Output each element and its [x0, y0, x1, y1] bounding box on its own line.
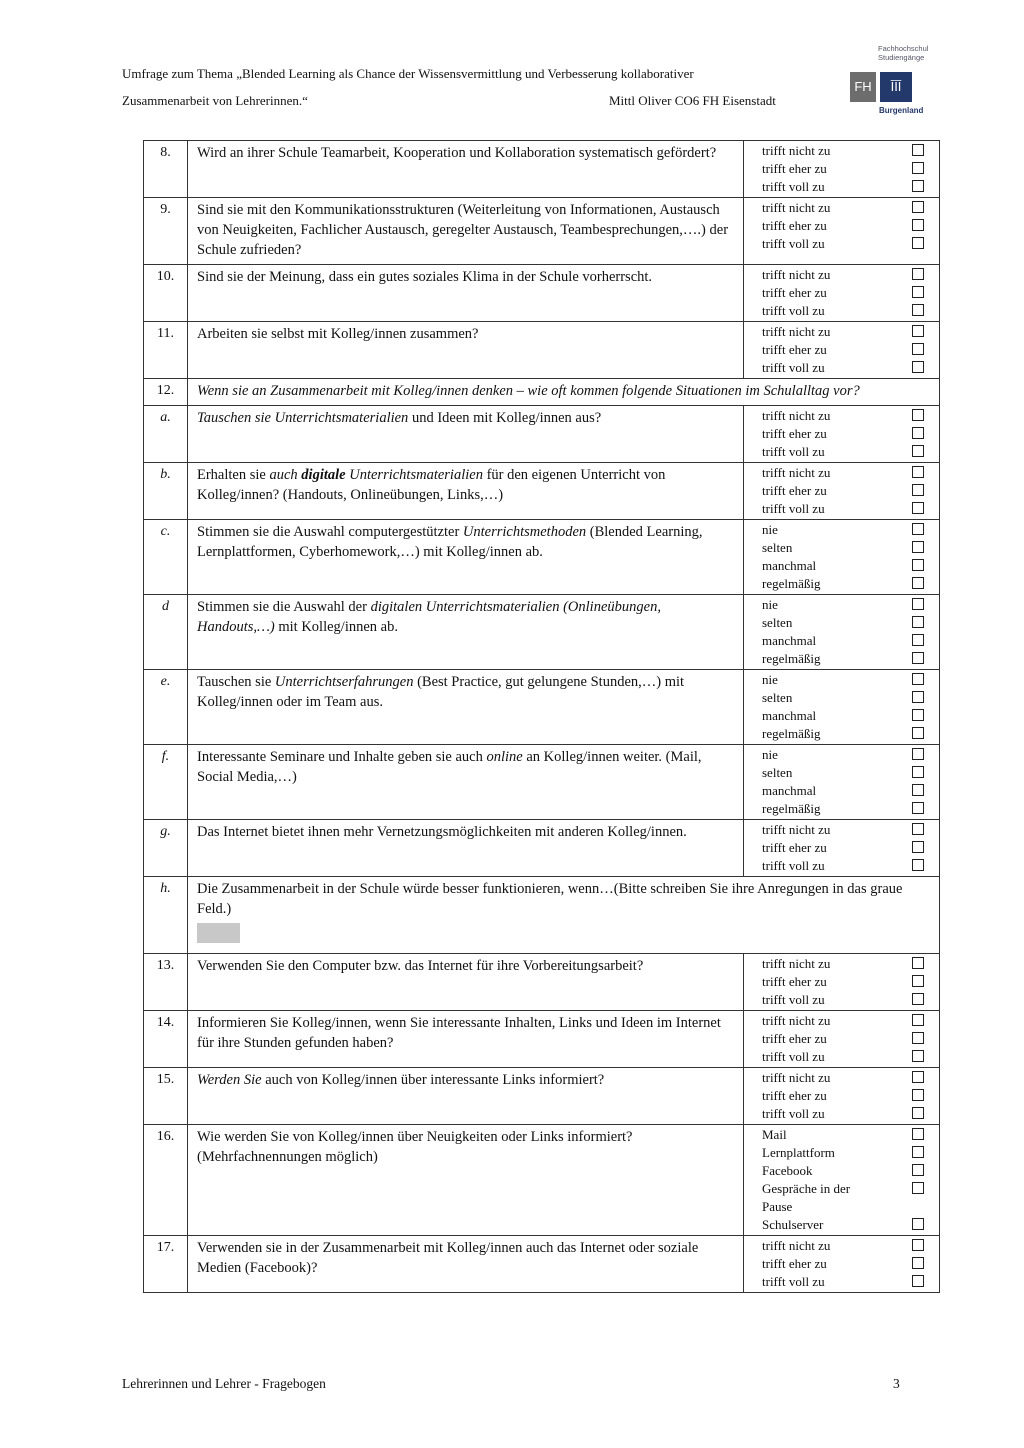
question-text: Die Zusammenarbeit in der Schule würde besser funktionieren, wenn…(Bitte schreiben Sie ihre Anregungen in das graue Feld.) [197, 881, 903, 917]
option-trifft-eher-zu[interactable]: trifft eher zu [744, 217, 939, 235]
question-number: b. [144, 463, 188, 520]
question-text: Interessante Seminare und Inhalte geben sie auch online an Kolleg/innen weiter. (Mail, Social Media,…) [188, 745, 744, 820]
question-text: Informieren Sie Kolleg/innen, wenn Sie interessante Inhalten, Links und Ideen im Internet für ihre Stunden gefunden haben? [188, 1011, 744, 1068]
answer-options [744, 463, 940, 520]
checkbox[interactable] [912, 541, 924, 553]
answer-options [744, 520, 940, 595]
question-number: c. [144, 520, 188, 595]
checkbox[interactable] [912, 1107, 924, 1119]
option-nie[interactable]: nie [744, 596, 939, 614]
question-row-f [144, 745, 940, 820]
checkbox[interactable] [912, 1050, 924, 1062]
option-trifft-eher-zu[interactable]: trifft eher zu [744, 160, 939, 178]
gray-text-field[interactable] [197, 923, 240, 943]
answer-options [744, 1236, 940, 1293]
option-trifft-eher-zu[interactable]: trifft eher zu [744, 1087, 939, 1105]
checkbox[interactable] [912, 616, 924, 628]
checkbox[interactable] [912, 577, 924, 589]
question-number: a. [144, 406, 188, 463]
checkbox[interactable] [912, 1032, 924, 1044]
checkbox[interactable] [912, 841, 924, 853]
header-title-line1: Umfrage zum Thema „Blended Learning als Chance der Wissensvermittlung und Verbesserung kollaborativer [122, 66, 694, 81]
question-number: 13. [144, 954, 188, 1011]
question-row-10 [144, 265, 940, 322]
option-trifft-voll-zu[interactable]: trifft voll zu [744, 1273, 939, 1291]
checkbox[interactable] [912, 1128, 924, 1140]
header-author: Mittl Oliver CO6 FH Eisenstadt [609, 93, 776, 108]
option-trifft-voll-zu[interactable]: trifft voll zu [744, 178, 939, 196]
logo-mark-left: FH [850, 72, 876, 102]
checkbox[interactable] [912, 802, 924, 814]
question-number: 11. [144, 322, 188, 379]
answer-options [744, 820, 940, 877]
section-intro-text: Wenn sie an Zusammenarbeit mit Kolleg/innen denken – wie oft kommen folgende Situationen im Schulalltag vor? [188, 379, 940, 406]
answer-options [744, 1011, 940, 1068]
checkbox[interactable] [912, 466, 924, 478]
option-trifft-nicht-zu[interactable]: trifft nicht zu [744, 955, 939, 973]
institution-logo [850, 40, 930, 120]
checkbox[interactable] [912, 1182, 924, 1194]
option-trifft-voll-zu[interactable]: trifft voll zu [744, 1105, 939, 1123]
answer-options [744, 322, 940, 379]
question-row-17 [144, 1236, 940, 1293]
option-regelmaessig[interactable]: regelmäßig [744, 575, 939, 593]
checkbox[interactable] [912, 1071, 924, 1083]
question-text: Arbeiten sie selbst mit Kolleg/innen zusammen? [188, 322, 744, 379]
question-text: Sind sie der Meinung, dass ein gutes soziales Klima in der Schule vorherrscht. [188, 265, 744, 322]
checkbox[interactable] [912, 325, 924, 337]
option-mail[interactable]: Mail [744, 1126, 939, 1144]
option-schulserver[interactable]: Schulserver [744, 1216, 939, 1234]
option-trifft-nicht-zu[interactable]: trifft nicht zu [744, 142, 939, 160]
option-manchmal[interactable]: manchmal [744, 557, 939, 575]
checkbox[interactable] [912, 162, 924, 174]
answer-options [744, 406, 940, 463]
option-manchmal[interactable]: manchmal [744, 707, 939, 725]
checkbox[interactable] [912, 1257, 924, 1269]
question-row-11 [144, 322, 940, 379]
option-trifft-nicht-zu[interactable]: trifft nicht zu [744, 1012, 939, 1030]
option-trifft-nicht-zu[interactable]: trifft nicht zu [744, 199, 939, 217]
checkbox[interactable] [912, 652, 924, 664]
checkbox[interactable] [912, 237, 924, 249]
option-trifft-eher-zu[interactable]: trifft eher zu [744, 341, 939, 359]
question-text: Sind sie mit den Kommunikationsstrukturen (Weiterleitung von Informationen, Austausch von Neuigkeiten, Fachlicher Austausch, geregelter Austausch, Teambesprechungen,….) der Schule zufrieden? [188, 198, 744, 265]
checkbox[interactable] [912, 766, 924, 778]
question-text: Erhalten sie auch digitale Unterrichtsmaterialien für den eigenen Unterricht von Kolleg/innen? (Handouts, Onlineübungen, Links,…) [188, 463, 744, 520]
checkbox[interactable] [912, 823, 924, 835]
question-text: Wie werden Sie von Kolleg/innen über Neuigkeiten oder Links informiert? (Mehrfachnennungen möglich) [188, 1125, 744, 1236]
option-trifft-voll-zu[interactable]: trifft voll zu [744, 359, 939, 377]
checkbox[interactable] [912, 598, 924, 610]
option-trifft-voll-zu[interactable]: trifft voll zu [744, 1048, 939, 1066]
checkbox[interactable] [912, 286, 924, 298]
question-number: 12. [144, 379, 188, 406]
question-number: 14. [144, 1011, 188, 1068]
checkbox[interactable] [912, 1146, 924, 1158]
option-facebook[interactable]: Facebook [744, 1162, 939, 1180]
answer-options [744, 670, 940, 745]
question-text: Tauschen sie Unterrichtsmaterialien und Ideen mit Kolleg/innen aus? [188, 406, 744, 463]
option-gespraeche[interactable]: Gespräche in der [744, 1180, 939, 1198]
checkbox[interactable] [912, 1239, 924, 1251]
option-selten[interactable]: selten [744, 689, 939, 707]
checkbox[interactable] [912, 1218, 924, 1230]
option-trifft-voll-zu[interactable]: trifft voll zu [744, 500, 939, 518]
checkbox[interactable] [912, 859, 924, 871]
answer-options [744, 141, 940, 198]
checkbox[interactable] [912, 727, 924, 739]
logo-region: Burgenland [879, 106, 924, 115]
question-number: 9. [144, 198, 188, 265]
checkbox[interactable] [912, 180, 924, 192]
option-nie[interactable]: nie [744, 671, 939, 689]
option-trifft-eher-zu[interactable]: trifft eher zu [744, 482, 939, 500]
answer-options [744, 954, 940, 1011]
header-title-line2: Zusammenarbeit von Lehrerinnen.“ [122, 93, 308, 108]
question-row-14 [144, 1011, 940, 1068]
answer-options [744, 1125, 940, 1236]
option-regelmaessig[interactable]: regelmäßig [744, 725, 939, 743]
question-number: 15. [144, 1068, 188, 1125]
option-regelmaessig[interactable]: regelmäßig [744, 800, 939, 818]
question-number: e. [144, 670, 188, 745]
question-row-c [144, 520, 940, 595]
question-number: 17. [144, 1236, 188, 1293]
checkbox[interactable] [912, 691, 924, 703]
checkbox[interactable] [912, 1164, 924, 1176]
checkbox[interactable] [912, 709, 924, 721]
option-trifft-nicht-zu[interactable]: trifft nicht zu [744, 1069, 939, 1087]
question-number: g. [144, 820, 188, 877]
question-row-8 [144, 141, 940, 198]
question-row-e [144, 670, 940, 745]
option-trifft-eher-zu[interactable]: trifft eher zu [744, 425, 939, 443]
option-trifft-eher-zu[interactable]: trifft eher zu [744, 973, 939, 991]
question-row-g [144, 820, 940, 877]
checkbox[interactable] [912, 784, 924, 796]
question-text: Wird an ihrer Schule Teamarbeit, Kooperation und Kollaboration systematisch gefördert? [188, 141, 744, 198]
option-manchmal[interactable]: manchmal [744, 632, 939, 650]
checkbox[interactable] [912, 1089, 924, 1101]
question-number: h. [144, 877, 188, 954]
checkbox[interactable] [912, 268, 924, 280]
checkbox[interactable] [912, 361, 924, 373]
option-gespraeche-cont: Pause [762, 1199, 793, 1214]
checkbox[interactable] [912, 484, 924, 496]
questionnaire-table [143, 140, 940, 1293]
question-number: 10. [144, 265, 188, 322]
option-nie[interactable]: nie [744, 521, 939, 539]
logo-mark-right: ĪĪĪ [880, 72, 912, 102]
question-row-9 [144, 198, 940, 265]
option-trifft-nicht-zu[interactable]: trifft nicht zu [744, 1237, 939, 1255]
checkbox[interactable] [912, 219, 924, 231]
question-row-16 [144, 1125, 940, 1236]
question-text: Stimmen sie die Auswahl computergestützter Unterrichtsmethoden (Blended Learning, Lernplattformen, Cyberhomework,…) mit Kolleg/innen ab. [188, 520, 744, 595]
option-trifft-voll-zu[interactable]: trifft voll zu [744, 235, 939, 253]
checkbox[interactable] [912, 673, 924, 685]
answer-options [744, 1068, 940, 1125]
option-selten[interactable]: selten [744, 539, 939, 557]
checkbox[interactable] [912, 445, 924, 457]
option-selten[interactable]: selten [744, 764, 939, 782]
option-trifft-eher-zu[interactable]: trifft eher zu [744, 1255, 939, 1273]
answer-options [744, 198, 940, 265]
checkbox[interactable] [912, 409, 924, 421]
answer-options [744, 265, 940, 322]
footer-title: Lehrerinnen und Lehrer - Fragebogen [122, 1376, 326, 1391]
checkbox[interactable] [912, 975, 924, 987]
option-trifft-eher-zu[interactable]: trifft eher zu [744, 839, 939, 857]
answer-options [744, 595, 940, 670]
checkbox[interactable] [912, 427, 924, 439]
question-number: f. [144, 745, 188, 820]
question-row-h [144, 877, 940, 954]
option-trifft-nicht-zu[interactable]: trifft nicht zu [744, 821, 939, 839]
checkbox[interactable] [912, 502, 924, 514]
option-trifft-nicht-zu[interactable]: trifft nicht zu [744, 407, 939, 425]
option-nie[interactable]: nie [744, 746, 939, 764]
option-trifft-nicht-zu[interactable]: trifft nicht zu [744, 464, 939, 482]
checkbox[interactable] [912, 1014, 924, 1026]
option-trifft-nicht-zu[interactable]: trifft nicht zu [744, 323, 939, 341]
option-trifft-voll-zu[interactable]: trifft voll zu [744, 857, 939, 875]
option-lernplattform[interactable]: Lernplattform [744, 1144, 939, 1162]
question-row-15 [144, 1068, 940, 1125]
question-number: d [144, 595, 188, 670]
question-text: Stimmen sie die Auswahl der digitalen Unterrichtsmaterialien (Onlineübungen, Handouts,…) mit Kolleg/innen ab. [188, 595, 744, 670]
question-number: 8. [144, 141, 188, 198]
checkbox[interactable] [912, 144, 924, 156]
question-text: Tauschen sie Unterrichtserfahrungen (Best Practice, gut gelungene Stunden,…) mit Kolleg/innen oder im Team aus. [188, 670, 744, 745]
page-number: 3 [893, 1376, 900, 1391]
question-row-d [144, 595, 940, 670]
logo-inst-line1: Fachhochschul [878, 44, 929, 53]
checkbox[interactable] [912, 343, 924, 355]
checkbox[interactable] [912, 1275, 924, 1287]
option-trifft-eher-zu[interactable]: trifft eher zu [744, 1030, 939, 1048]
checkbox[interactable] [912, 304, 924, 316]
checkbox[interactable] [912, 993, 924, 1005]
option-trifft-voll-zu[interactable]: trifft voll zu [744, 302, 939, 320]
checkbox[interactable] [912, 957, 924, 969]
question-text: Verwenden sie in der Zusammenarbeit mit Kolleg/innen auch das Internet oder soziale Medien (Facebook)? [188, 1236, 744, 1293]
question-text: Verwenden Sie den Computer bzw. das Internet für ihre Vorbereitungsarbeit? [188, 954, 744, 1011]
option-trifft-voll-zu[interactable]: trifft voll zu [744, 443, 939, 461]
option-trifft-nicht-zu[interactable]: trifft nicht zu [744, 266, 939, 284]
question-text: Werden Sie auch von Kolleg/innen über interessante Links informiert? [188, 1068, 744, 1125]
question-text: Das Internet bietet ihnen mehr Vernetzungsmöglichkeiten mit anderen Kolleg/innen. [188, 820, 744, 877]
checkbox[interactable] [912, 748, 924, 760]
answer-options [744, 745, 940, 820]
question-number: 16. [144, 1125, 188, 1236]
checkbox[interactable] [912, 523, 924, 535]
checkbox[interactable] [912, 634, 924, 646]
question-row-a [144, 406, 940, 463]
option-trifft-voll-zu[interactable]: trifft voll zu [744, 991, 939, 1009]
checkbox[interactable] [912, 201, 924, 213]
question-row-13 [144, 954, 940, 1011]
question-text-with-field [188, 877, 940, 954]
question-row-b [144, 463, 940, 520]
option-trifft-eher-zu[interactable]: trifft eher zu [744, 284, 939, 302]
question-row-12 [144, 379, 940, 406]
checkbox[interactable] [912, 559, 924, 571]
option-selten[interactable]: selten [744, 614, 939, 632]
logo-inst-line2: Studiengänge [878, 53, 925, 62]
option-manchmal[interactable]: manchmal [744, 782, 939, 800]
option-regelmaessig[interactable]: regelmäßig [744, 650, 939, 668]
